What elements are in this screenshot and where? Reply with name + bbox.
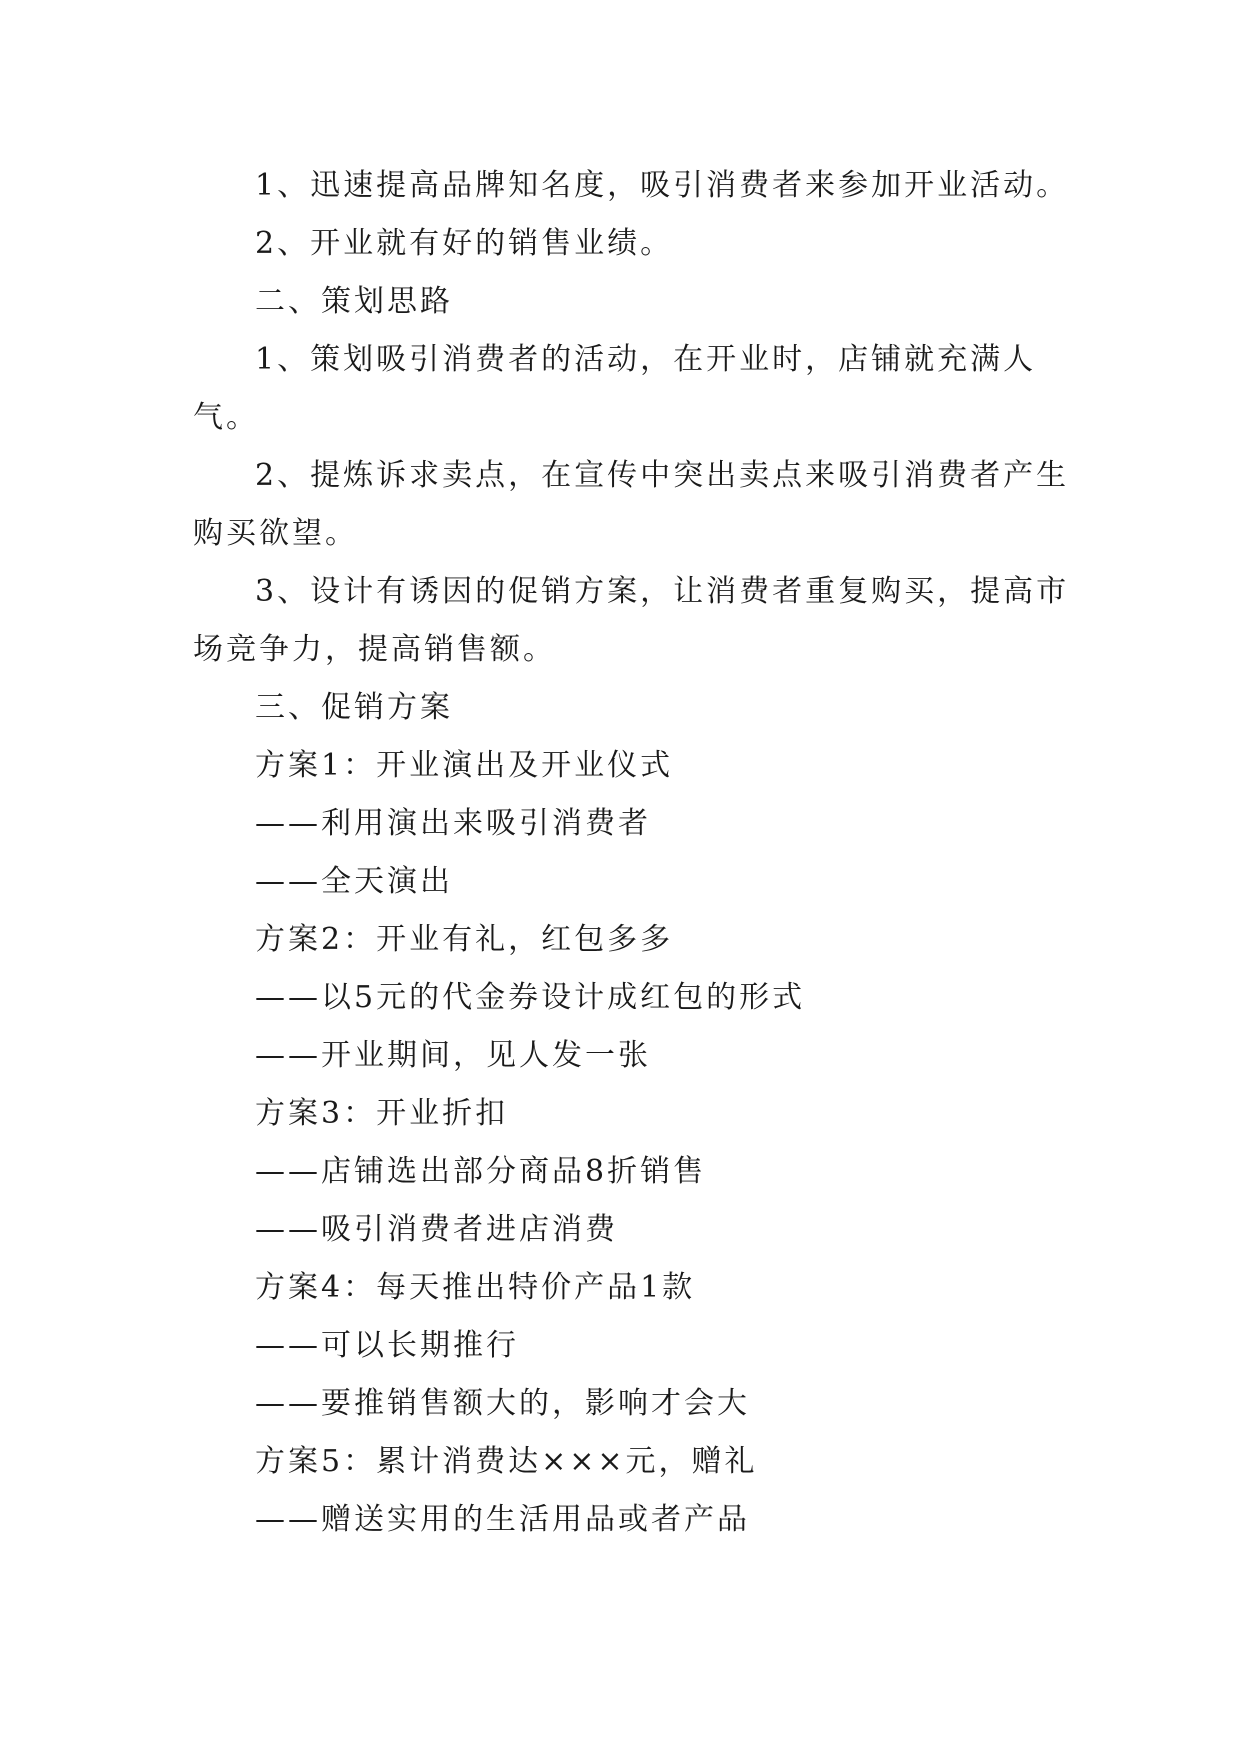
- plan-4-detail: ——要推销售额大的，影响才会大: [255, 1386, 750, 1421]
- plan-5-title: 方案5：累计消费达×××元，赠礼: [255, 1444, 758, 1479]
- plan-2-title: 方案2：开业有礼，红包多多: [255, 922, 674, 957]
- strategy-item-3: 3、设计有诱因的促销方案，让消费者重复购买，提高市场竞争力，提高销售额。: [193, 574, 1070, 667]
- plan-3-title: 方案3：开业折扣: [255, 1096, 509, 1131]
- section-heading-strategy: 二、策划思路: [255, 284, 453, 319]
- plan-3-detail: ——吸引消费者进店消费: [255, 1212, 618, 1247]
- plan-1-detail: ——全天演出: [255, 864, 453, 899]
- plan-5-detail: ——赠送实用的生活用品或者产品: [255, 1502, 750, 1537]
- plan-1-detail: ——利用演出来吸引消费者: [255, 806, 651, 841]
- strategy-item-1: 1、策划吸引消费者的活动，在开业时，店铺就充满人气。: [193, 342, 1037, 435]
- plan-2-detail: ——开业期间，见人发一张: [255, 1038, 651, 1073]
- plan-4-title: 方案4：每天推出特价产品1款: [255, 1270, 696, 1305]
- plan-1-title: 方案1：开业演出及开业仪式: [255, 748, 674, 783]
- document-body: [193, 157, 1073, 1549]
- section-heading-promotion: 三、促销方案: [255, 690, 453, 725]
- plan-2-detail: ——以5元的代金券设计成红包的形式: [255, 980, 806, 1015]
- plan-3-detail: ——店铺选出部分商品8折销售: [255, 1154, 707, 1189]
- strategy-item-2: 2、提炼诉求卖点，在宣传中突出卖点来吸引消费者产生购买欲望。: [193, 458, 1070, 551]
- plan-4-detail: ——可以长期推行: [255, 1328, 519, 1363]
- goal-item-1: 1、迅速提高品牌知名度，吸引消费者来参加开业活动。: [255, 168, 1070, 203]
- goal-item-2: 2、开业就有好的销售业绩。: [255, 226, 674, 261]
